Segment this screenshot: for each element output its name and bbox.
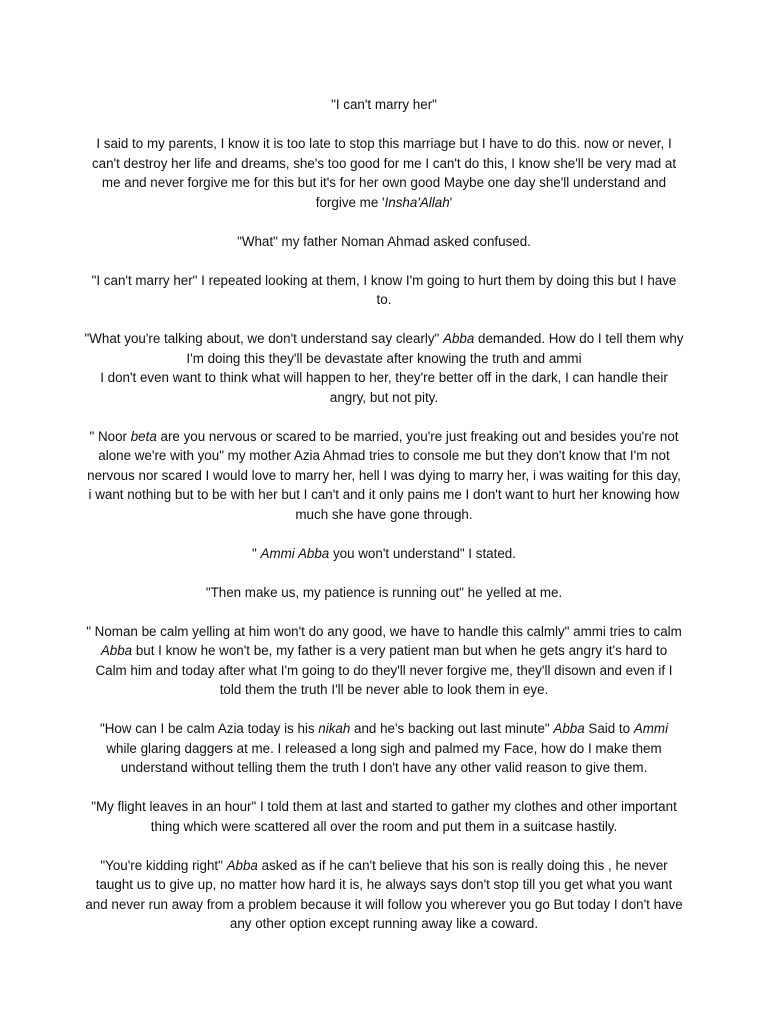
text-run: you won't understand" I stated. — [329, 545, 516, 561]
italic-text: Insha'Allah — [384, 194, 450, 210]
italic-text: Ammi Abba — [260, 545, 330, 561]
text-run: "My flight leaves in an hour" I told them at last and started to gather my clothes and other important thing which were scattered all over the room and put them in a suitcase hastily. — [91, 799, 677, 834]
text-run: " Noman be calm yelling at him won't do any good, we have to handle this calmly" ammi tries to calm — [86, 623, 682, 639]
paragraph — [84, 622, 684, 700]
text-run: "You're kidding right" — [100, 857, 227, 873]
text-run: "I can't marry her" I repeated looking at them, I know I'm going to hurt them by doing this but I have to. — [91, 272, 677, 307]
italic-text: Abba — [443, 331, 475, 346]
text-run: " Noor — [89, 428, 131, 444]
paragraph — [84, 427, 684, 525]
paragraph — [84, 329, 684, 407]
text-run: "Then make us, my patience is running out" he yelled at me. — [205, 584, 563, 600]
paragraph — [84, 797, 684, 836]
text-run: and he's backing out last minute" — [350, 721, 554, 736]
italic-text: Abba — [226, 857, 258, 873]
text-run: but I know he won't be, my father is a very patient man but when he gets angry it's hard to Calm him and today after what I'm going to do they'll never forgive me, they'll disown and even if I told them the truth I'll be never able to look them in eye. — [95, 643, 673, 697]
italic-text: Ammi — [633, 721, 669, 736]
italic-text: beta — [130, 428, 157, 444]
text-run: I said to my parents, I know it is too late to stop this marriage but I have to do this. now or never, I can't destroy her life and dreams, she's too good for me I can't do this, I know she'll be very mad at me and never forgive me for this but it's for her own good Maybe one day she'll understand and forgive me ' — [91, 136, 677, 210]
italic-text: Abba — [553, 721, 585, 736]
paragraph — [84, 583, 684, 603]
paragraph — [84, 232, 684, 252]
text-run: while glaring daggers at me. I released a long sigh and palmed my Face, how do I make them understand without telling them the truth I don't have any other valid reason to give them. — [106, 740, 662, 775]
paragraph — [84, 544, 684, 564]
text-run: are you nervous or scared to be married, you're just freaking out and besides you're not alone we're with you" my mother Azia Ahmad tries to console me but they don't know that I'm not nervous nor scared I would love to marry her, hell I was dying to marry her, i was waiting for this day, i want nothing but to be with her but I can't and it only pains me I don't want to hurt her knowing how much she have gone through. — [87, 428, 681, 522]
text-run: Said to — [584, 721, 634, 736]
paragraph — [84, 95, 684, 115]
italic-text: Abba — [100, 643, 133, 658]
text-run: "What you're talking about, we don't understand say clearly" — [84, 331, 444, 346]
document-page — [84, 95, 684, 953]
paragraph — [84, 856, 684, 934]
text-run: "What" my father Noman Ahmad asked confused. — [237, 233, 531, 249]
text-run: asked as if he can't believe that his son is really doing this , he never taught us to give up, no matter how hard it is, he always says don't stop till you get what you want and never run away from a problem because it will follow you wherever you go But today I don't have any other option except running away like a coward. — [85, 857, 683, 931]
paragraph — [84, 134, 684, 212]
text-run: ' — [449, 194, 453, 210]
italic-text: nikah — [318, 721, 351, 736]
text-run: "How can I be calm Azia today is his — [99, 721, 319, 736]
text-run: "I can't marry her" — [331, 97, 437, 112]
text-run: I don't even want to think what will happen to her, they're better off in the dark, I can handle their angry, but not pity. — [100, 370, 668, 405]
paragraph — [84, 719, 684, 778]
text-run: " — [252, 545, 261, 561]
paragraph — [84, 271, 684, 310]
text-run: demanded. How do I tell them why I'm doing this they'll be devastate after knowing the truth and ammi — [186, 331, 684, 366]
